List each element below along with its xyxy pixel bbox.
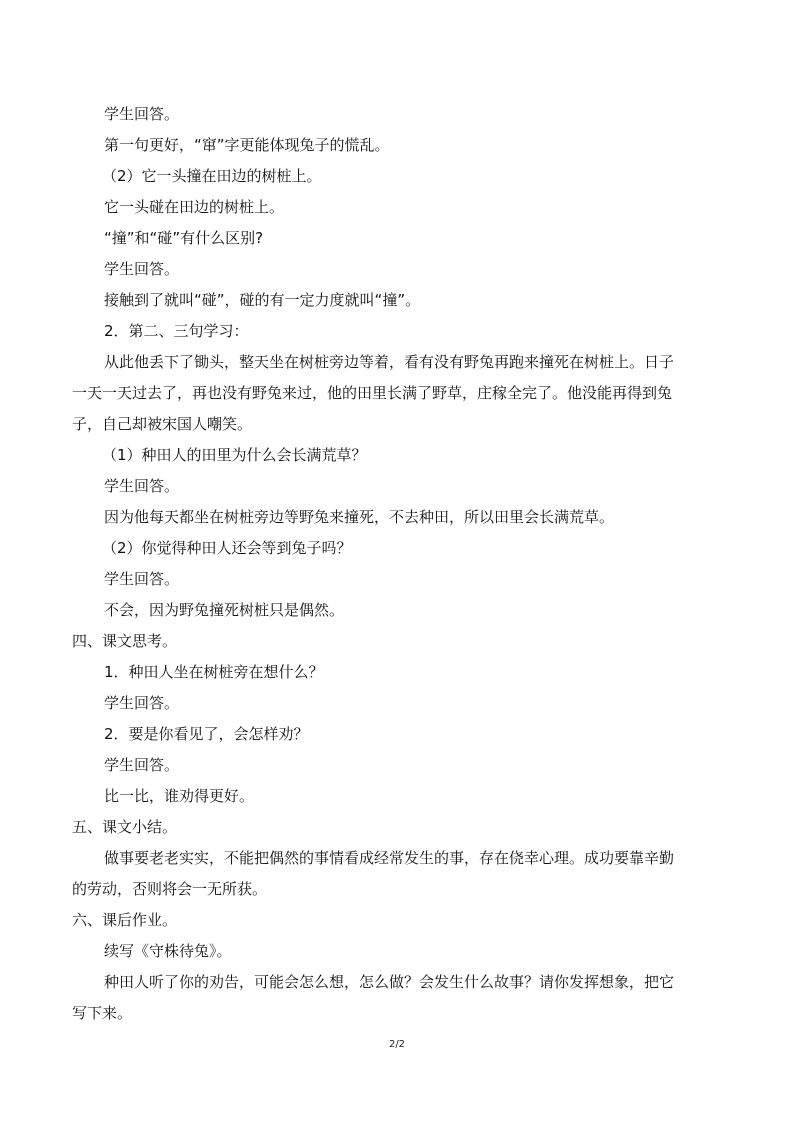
paragraph-line: 学生回答。 <box>104 694 180 712</box>
section-subheading: 2．第二、三句学习： <box>104 322 249 340</box>
paragraph-line: 学生回答。 <box>104 260 180 278</box>
paragraph-line: 学生回答。 <box>104 105 180 123</box>
section-heading: 六、课后作业。 <box>72 911 178 929</box>
section-heading: 五、课文小结。 <box>72 818 178 836</box>
paragraph-line: 子，自己却被宋国人嘲笑。 <box>72 415 253 433</box>
paragraph-line: （2）你觉得种田人还会等到兔子吗？ <box>102 539 352 557</box>
paragraph-line: （1）种田人的田里为什么会长满荒草？ <box>102 446 367 464</box>
paragraph-line: 接触到了就叫“碰”，碰的有一定力度就叫“撞”。 <box>104 291 421 309</box>
paragraph-line: 种田人听了你的劝告，可能会怎么想，怎么做？会发生什么故事？请你发挥想象，把它 <box>104 973 675 991</box>
paragraph-line: 从此他丢下了锄头，整天坐在树桩旁边等着，看有没有野兔再跑来撞死在树桩上。日子 <box>104 353 675 371</box>
paragraph-line: 它一头碰在田边的树桩上。 <box>104 198 285 216</box>
paragraph-line: 学生回答。 <box>104 477 180 495</box>
section-heading: 四、课文思考。 <box>72 632 178 650</box>
paragraph-line: （2）它一头撞在田边的树桩上。 <box>102 167 322 185</box>
paragraph-line: 的劳动，否则将会一无所获。 <box>72 880 268 898</box>
page-number: 2/2 <box>388 1039 406 1050</box>
paragraph-line: 一天一天过去了，再也没有野兔来过，他的田里长满了野草，庄稼全完了。他没能再得到兔 <box>72 384 673 402</box>
paragraph-line: 做事要老老实实，不能把偶然的事情看成经常发生的事，存在侥幸心理。成功要靠辛勤 <box>104 849 675 867</box>
paragraph-line: 2．要是你看见了，会怎样劝？ <box>104 725 309 743</box>
paragraph-line: 1．种田人坐在树桩旁在想什么？ <box>104 663 324 681</box>
paragraph-line: 比一比，谁劝得更好。 <box>104 787 255 805</box>
paragraph-line: 因为他每天都坐在树桩旁边等野兔来撞死，不去种田，所以田里会长满荒草。 <box>104 508 615 526</box>
paragraph-line: 续写《守株待兔》。 <box>104 942 232 960</box>
paragraph-line: “撞”和“碰”有什么区别? <box>104 229 264 247</box>
paragraph-line: 学生回答。 <box>104 570 180 588</box>
paragraph-line: 学生回答。 <box>104 756 180 774</box>
paragraph-line: 第一句更好，“窜”字更能体现兔子的慌乱。 <box>104 136 390 154</box>
paragraph-line: 不会，因为野兔撞死树桩只是偶然。 <box>104 601 345 619</box>
paragraph-line: 写下来。 <box>72 1004 133 1022</box>
document-body <box>72 99 726 1029</box>
